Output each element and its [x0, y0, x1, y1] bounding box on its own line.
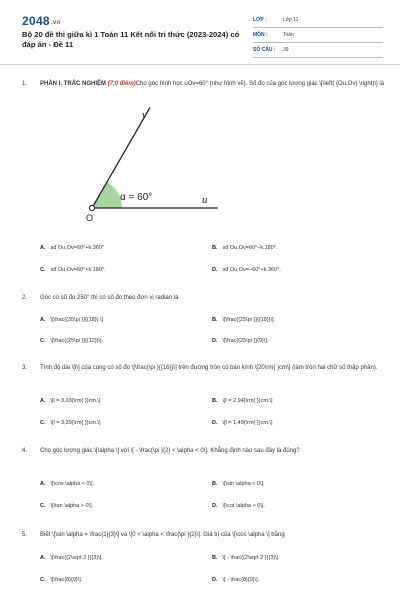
option-c[interactable]: C. \[\frac{8}{9}\].: [40, 577, 83, 583]
label-u: u: [202, 194, 208, 206]
question-text: Góc có số đo 250° thì có số đo theo đơn vị radian là: [40, 295, 179, 301]
logo-suffix: .vn: [50, 20, 61, 26]
question-text: [40, 80, 390, 89]
part-points: (7,0 điểm): [107, 81, 136, 87]
question-text: Cho góc lượng giác \[\alpha \] với \[ - \frac{\pi }{2} < \alpha < 0\]. Khẳng định nào sau đây là đúng?: [40, 448, 300, 454]
meta-value: Lớp 11: [283, 17, 299, 23]
option-b[interactable]: B. sđ Ou,Ov=60°–k.180°.: [212, 245, 278, 251]
meta-key: SỐ CÂU :: [253, 47, 276, 53]
option-a[interactable]: A. \[\cos \alpha < 0\].: [40, 481, 95, 487]
question-number: 5.: [22, 532, 28, 538]
option-b[interactable]: B. \[\frac{{25\pi }}{{18}}\].: [212, 317, 276, 323]
part-heading: PHẦN I. TRẮC NGHIỆM: [40, 81, 106, 87]
option-b[interactable]: B. \[ - \frac{{2\sqrt 2 }}{3}\].: [212, 555, 280, 561]
question-number: 4.: [22, 448, 28, 454]
option-c[interactable]: C. \[l = 3,39{\rm{ }}cm.\]: [40, 420, 101, 426]
question-number: 2.: [22, 295, 28, 301]
option-d[interactable]: D. \[ - \frac{8}{9}\].: [212, 577, 260, 583]
angle-sector: [92, 182, 122, 208]
site-logo[interactable]: [22, 14, 60, 28]
question-text: Biết \[\sin \alpha = \frac{1}{3}\] và \[0 < \alpha < \frac{\pi }{2}\]. Giá trị của \[\cos \alpha \] bằng: [40, 532, 285, 538]
meta-value: Toán: [283, 32, 294, 38]
option-b[interactable]: B. \[\sin \alpha < 0\].: [212, 481, 265, 487]
meta-subject-row: [253, 29, 383, 43]
option-a[interactable]: A. \[l = 3,93{\rm{ }}cm.\]: [40, 398, 101, 404]
option-c[interactable]: C. \[\frac{{25\pi }}{{12}}\].: [40, 338, 104, 344]
option-d[interactable]: D. \[\frac{{25\pi }}{9}\].: [212, 338, 269, 344]
option-c[interactable]: C. sđ Ou,Ov=60°+k.180°.: [40, 267, 106, 273]
logo-text: 2048: [22, 14, 50, 28]
label-o: O: [86, 213, 94, 223]
header-divider: [0, 64, 400, 65]
option-b[interactable]: B. \[l = 2,94{\rm{ }}cm.\]: [212, 398, 273, 404]
option-a[interactable]: A. sđ Ou,Ov=60°+k.360°: [40, 245, 105, 251]
question-text: Tính độ dài \[l\] của cung có số đo \[\frac{\pi }{{16}}\] trên đường tròn có bán kính \[20\rm{ }cm\] (làm tròn hai chữ số thập phân).: [40, 365, 378, 371]
angle-figure: [80, 100, 220, 225]
meta-key: MÔN :: [253, 32, 268, 38]
meta-class-row: [253, 14, 383, 28]
option-a[interactable]: A. \[\frac{{35\pi }}{{18}}.\]: [40, 317, 104, 323]
question-body: Cho góc hình học uOv=60° (như hình vẽ). Số đo của góc lượng giác \[\left( {Ou,Ov} \right)\] là: [135, 81, 385, 87]
document-title: Bộ 20 đề thi giữa kì 1 Toán 11 Kết nối tri thức (2023-2024) có đáp án - Đề 11: [22, 30, 240, 49]
question-number: 3.: [22, 365, 28, 371]
label-v: v: [142, 109, 147, 121]
origin-point: [89, 205, 94, 210]
option-d[interactable]: D. \[l = 1,49{\rm{ }}cm.\]: [212, 420, 273, 426]
meta-key: LỚP :: [253, 17, 267, 23]
option-d[interactable]: D. sđ Ou,Ov=−60°+k.360°.: [212, 267, 281, 273]
option-c[interactable]: C. \[\tan \alpha > 0\].: [40, 503, 94, 509]
meta-value: 39: [283, 47, 289, 53]
meta-count-row: [253, 44, 383, 58]
angle-label: α = 60°: [120, 192, 153, 203]
document-header: [0, 0, 400, 62]
question-number: 1.: [22, 81, 28, 87]
option-a[interactable]: A. \[\frac{{2\sqrt 2 }}{3}\].: [40, 555, 103, 561]
option-d[interactable]: D. \[\cot \alpha > 0\].: [212, 503, 265, 509]
